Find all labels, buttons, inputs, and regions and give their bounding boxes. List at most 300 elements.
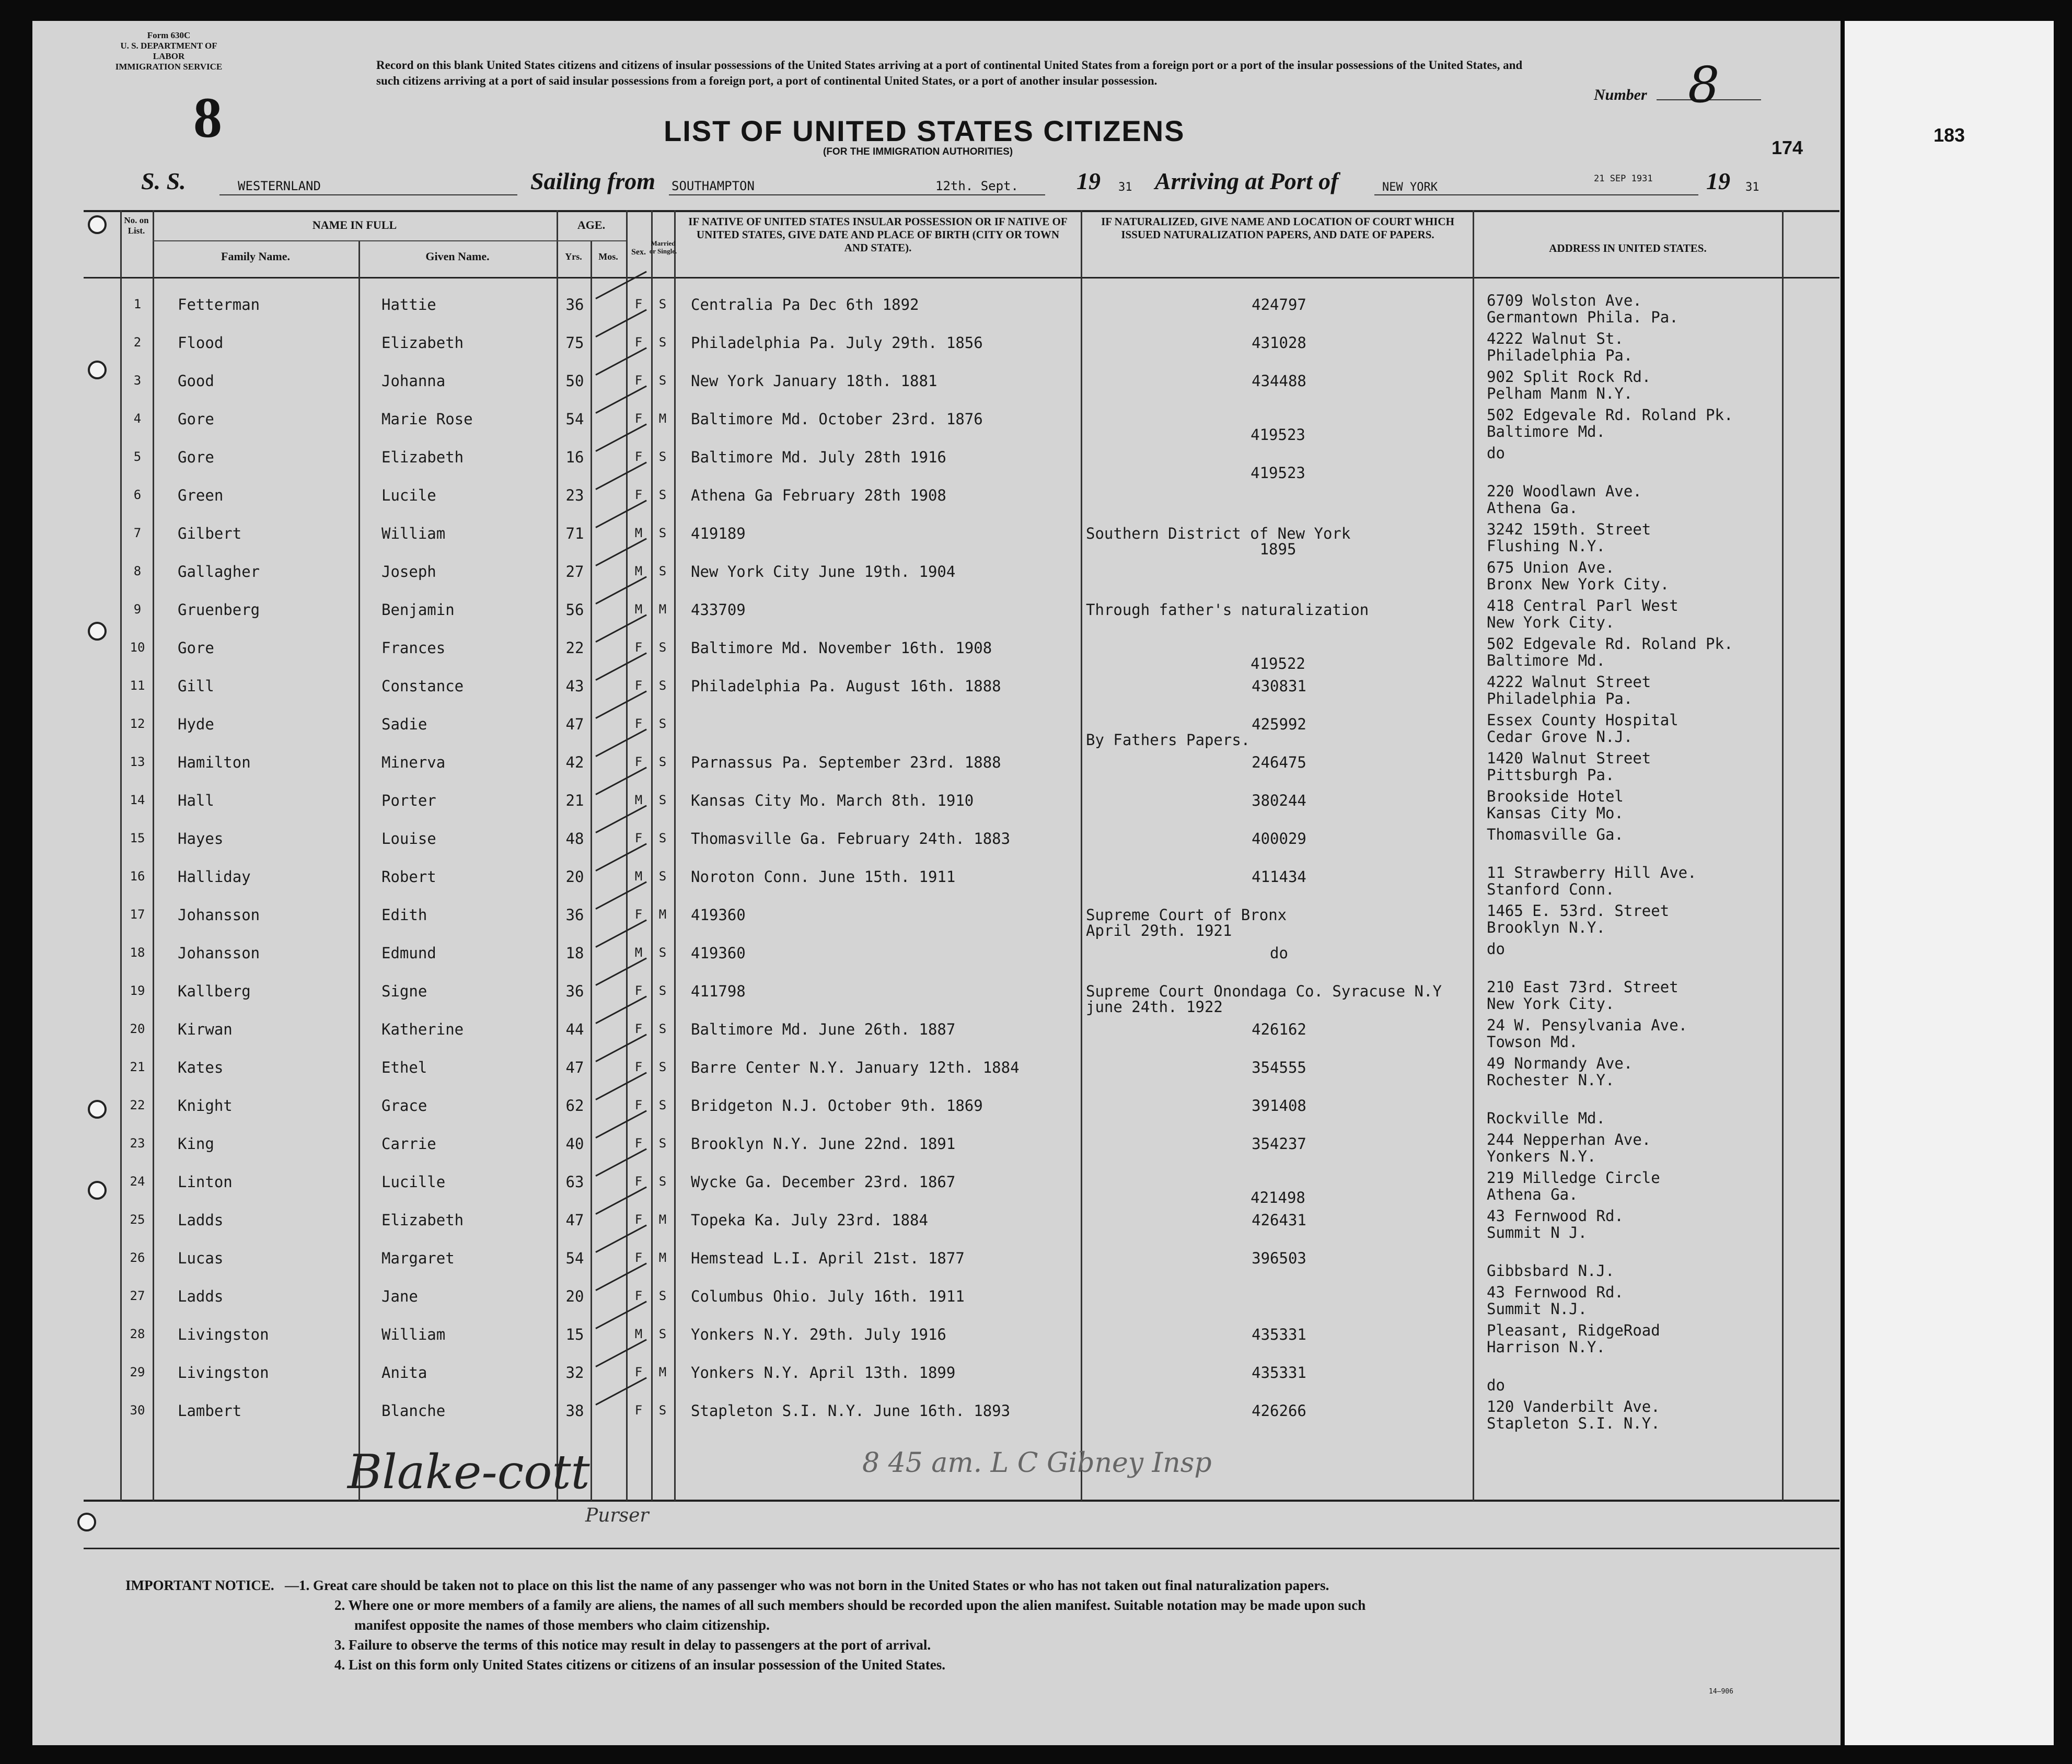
address-line-1: Pleasant, RidgeRoad [1487, 1321, 1660, 1339]
address-line-2: Baltimore Md. [1487, 652, 1605, 669]
age-years: 48 [565, 830, 584, 848]
naturalization-detail: 419523 [1251, 464, 1305, 482]
naturalization: 424797 [1252, 296, 1306, 314]
age-years: 38 [565, 1402, 584, 1420]
row-number: 27 [130, 1289, 145, 1303]
naturalization-detail: june 24th. 1922 [1086, 998, 1223, 1016]
binder-hole [77, 1513, 96, 1531]
family-name: Fetterman [178, 296, 260, 314]
naturalization: 431028 [1252, 334, 1306, 352]
age-years: 18 [565, 944, 584, 962]
row-number: 17 [130, 907, 145, 922]
binder-hole [88, 1100, 107, 1119]
address-line-1: 220 Woodlawn Ave. [1487, 482, 1642, 500]
given-name: Edith [381, 906, 427, 924]
given-name: Hattie [381, 296, 436, 314]
address-line-2: New York City. [1487, 613, 1615, 631]
row-number: 18 [130, 945, 145, 960]
marital-status: S [658, 335, 667, 350]
address-line-2: Kansas City Mo. [1487, 804, 1624, 822]
age-years: 47 [565, 1211, 584, 1229]
family-name: Livingston [178, 1326, 269, 1343]
birth-info: Stapleton S.I. N.Y. June 16th. 1893 [691, 1402, 1011, 1420]
naturalization: Supreme Court of Bronx [1086, 906, 1287, 924]
naturalization: 434488 [1252, 372, 1306, 390]
header-address: ADDRESS IN UNITED STATES. [1549, 242, 1707, 254]
given-name: Louise [381, 830, 436, 848]
row-number: 23 [130, 1136, 145, 1151]
year-prefix-2: 19 [1706, 168, 1730, 194]
sex: F [634, 488, 643, 502]
age-years: 20 [565, 868, 584, 886]
address-line-1: Essex County Hospital [1487, 711, 1679, 729]
address-line-1: 120 Vanderbilt Ave. [1487, 1398, 1660, 1415]
family-name: Hamilton [178, 753, 251, 771]
sex: F [634, 1365, 643, 1379]
given-name: Margaret [381, 1249, 455, 1267]
marital-status: S [658, 488, 667, 502]
marital-status: S [658, 1403, 667, 1418]
row-number: 16 [130, 869, 145, 884]
family-name: Gill [178, 677, 214, 695]
birth-info: Wycke Ga. December 23rd. 1867 [691, 1173, 956, 1191]
address-line-1: 49 Normandy Ave. [1487, 1054, 1633, 1072]
given-name: Robert [381, 868, 436, 886]
birth-info: 419360 [691, 944, 746, 962]
address-line-2: Philadelphia Pa. [1487, 346, 1633, 364]
naturalization: 396503 [1252, 1249, 1306, 1267]
row-number: 28 [130, 1327, 145, 1341]
inspector-note: 8 45 am. L C Gibney Insp [862, 1447, 1212, 1479]
col-divider-married [674, 210, 676, 1501]
age-years: 62 [565, 1097, 584, 1115]
birth-info: Yonkers N.Y. 29th. July 1916 [691, 1326, 946, 1343]
family-name: Good [178, 372, 214, 390]
address-line-1: 1420 Walnut Street [1487, 749, 1651, 767]
birth-info: Philadelphia Pa. July 29th. 1856 [691, 334, 983, 352]
family-name: King [178, 1135, 214, 1153]
address-line-1: 244 Nepperhan Ave. [1487, 1131, 1651, 1148]
col-divider-sex [651, 210, 653, 1501]
marital-status: S [658, 1136, 667, 1151]
age-years: 32 [565, 1364, 584, 1382]
sex: F [634, 678, 643, 693]
address-line-2: Flushing N.Y. [1487, 537, 1605, 555]
row-number: 25 [130, 1212, 145, 1227]
marital-status: M [658, 1365, 667, 1379]
birth-info: New York City June 19th. 1904 [691, 563, 956, 581]
row-number: 11 [130, 678, 145, 693]
naturalization-detail: April 29th. 1921 [1086, 922, 1232, 939]
family-name: Gruenberg [178, 601, 260, 619]
list-big-number: 8 [193, 86, 222, 149]
marital-status: S [658, 297, 667, 311]
given-name: Anita [381, 1364, 427, 1382]
age-years: 47 [565, 715, 584, 733]
row-number: 6 [133, 488, 142, 502]
row-number: 13 [130, 755, 145, 769]
notice-item-4: 4. List on this form only United States citizens or citizens of an insular possession of the United States. [334, 1657, 946, 1673]
naturalization: 426162 [1252, 1020, 1306, 1038]
address-line-1: 418 Central Parl West [1487, 597, 1679, 614]
sailing-date: 12th. Sept. [935, 179, 1018, 193]
address-line-2: Bronx New York City. [1487, 575, 1670, 593]
family-name: Kirwan [178, 1020, 233, 1038]
form-number: Form 630C [147, 30, 191, 40]
birth-info: Thomasville Ga. February 24th. 1883 [691, 830, 1011, 848]
naturalization-detail: By Fathers Papers. [1086, 731, 1251, 749]
header-bottom-border [84, 277, 1839, 278]
page-number-174: 174 [1772, 137, 1803, 158]
table-bottom-border [84, 1500, 1839, 1502]
naturalization: 354237 [1252, 1135, 1306, 1153]
row-number: 24 [130, 1174, 145, 1189]
age-years: 50 [565, 372, 584, 390]
age-years: 40 [565, 1135, 584, 1153]
name-header-split [153, 240, 557, 241]
birth-info: Parnassus Pa. September 23rd. 1888 [691, 753, 1001, 771]
row-number: 14 [130, 793, 145, 807]
family-name: Knight [178, 1097, 233, 1115]
given-name: Joseph [381, 563, 436, 581]
number-label: Number [1594, 86, 1647, 103]
address-line-2: Athena Ga. [1487, 1186, 1578, 1203]
given-name: Katherine [381, 1020, 464, 1038]
notice-item-2-cont: manifest opposite the names of those members who claim citizenship. [354, 1617, 770, 1633]
address-line-1: 43 Fernwood Rd. [1487, 1207, 1624, 1225]
address-line-2: Summit N J. [1487, 1224, 1588, 1241]
header-family-name: Family Name. [221, 250, 290, 263]
notice-item-2: 2. Where one or more members of a family are aliens, the names of all such members should be recorded upon the alien manifest. Suitable notation may be made upon such [334, 1597, 1366, 1613]
record-instruction: Record on this blank United States citizens and citizens of insular possessions of the United States arriving at a port of continental United States from a foreign port or a port of the insular possessions of the United States, and such citizens arriving at a port of said insular possessions from a foreign port, a port of continental United States, or a port of another insular possession. [376, 59, 1523, 87]
birth-info: Topeka Ka. July 23rd. 1884 [691, 1211, 928, 1229]
address-line-2: do [1487, 1376, 1505, 1394]
naturalization: Through father's naturalization [1086, 601, 1369, 619]
header-age: AGE. [577, 218, 606, 231]
given-name: Lucille [381, 1173, 446, 1191]
port-from: SOUTHAMPTON [672, 179, 755, 193]
family-name: Lucas [178, 1249, 224, 1267]
given-name: Porter [381, 792, 436, 809]
naturalization: 411434 [1252, 868, 1306, 886]
sex: F [634, 716, 643, 731]
address-line-2: Stanford Conn. [1487, 880, 1615, 898]
naturalization-detail: 419522 [1251, 655, 1305, 672]
address-line-1: 502 Edgevale Rd. Roland Pk. [1487, 406, 1733, 424]
family-name: Kates [178, 1059, 224, 1076]
marital-status: S [658, 373, 667, 388]
row-number: 10 [130, 640, 145, 655]
address-line-1: 219 Milledge Circle [1487, 1169, 1660, 1187]
age-years: 54 [565, 1249, 584, 1267]
address-line-1: 11 Strawberry Hill Ave. [1487, 864, 1697, 881]
naturalization: 435331 [1252, 1326, 1306, 1343]
binder-hole [88, 622, 107, 641]
birth-info: Baltimore Md. July 28th 1916 [691, 448, 946, 466]
marital-status: S [658, 640, 667, 655]
given-name: Johanna [381, 372, 446, 390]
age-years: 15 [565, 1326, 584, 1343]
birth-info: Bridgeton N.J. October 9th. 1869 [691, 1097, 983, 1115]
family-name: Johansson [178, 906, 260, 924]
naturalization: 430831 [1252, 677, 1306, 695]
address-line-1: 24 W. Pensylvania Ave. [1487, 1016, 1688, 1034]
marital-status: S [658, 793, 667, 807]
age-years: 71 [565, 525, 584, 542]
family-name: Johansson [178, 944, 260, 962]
purser-title: Purser [585, 1505, 649, 1526]
age-years: 36 [565, 982, 584, 1000]
arriving-label: Arriving at Port of [1155, 168, 1339, 194]
sex: M [634, 564, 643, 578]
given-name: Signe [381, 982, 427, 1000]
sex: F [634, 1136, 643, 1151]
birth-info: Yonkers N.Y. April 13th. 1899 [691, 1364, 956, 1382]
col-divider-birth [1081, 210, 1082, 1501]
sex: M [634, 945, 643, 960]
birth-info: 419360 [691, 906, 746, 924]
marital-status: S [658, 449, 667, 464]
naturalization: 435331 [1252, 1364, 1306, 1382]
port-to-underline [1374, 194, 1698, 195]
notice-item-1: —1. Great care should be taken not to place on this list the name of any passenger who was not born in the United States or who has not taken out final naturalization papers. [285, 1577, 1329, 1593]
address-line-1: 675 Union Ave. [1487, 559, 1615, 576]
naturalization: 391408 [1252, 1097, 1306, 1115]
birth-info: Baltimore Md. October 23rd. 1876 [691, 410, 983, 428]
sex: F [634, 1289, 643, 1303]
family-name: Linton [178, 1173, 233, 1191]
birth-info: Baltimore Md. November 16th. 1908 [691, 639, 992, 657]
row-number: 2 [133, 335, 142, 350]
page-subtitle: (FOR THE IMMIGRATION AUTHORITIES) [823, 146, 1013, 157]
row-number: 20 [130, 1022, 145, 1036]
marital-status: S [658, 831, 667, 845]
address-line-2: Towson Md. [1487, 1033, 1578, 1051]
family-name: Gilbert [178, 525, 242, 542]
header-name-in-full: NAME IN FULL [312, 218, 397, 231]
marital-status: S [658, 1060, 667, 1074]
birth-info: Brooklyn N.Y. June 22nd. 1891 [691, 1135, 956, 1153]
page-title: LIST OF UNITED STATES CITIZENS [664, 114, 1185, 147]
print-code: 14—906 [1709, 1688, 1733, 1696]
age-years: 16 [565, 448, 584, 466]
marital-status: S [658, 1022, 667, 1036]
birth-info: Baltimore Md. June 26th. 1887 [691, 1020, 956, 1038]
row-number: 19 [130, 983, 145, 998]
given-name: Lucile [381, 486, 436, 504]
row-number: 4 [133, 411, 142, 426]
marital-status: S [658, 716, 667, 731]
given-name: Blanche [381, 1402, 446, 1420]
row-number: 22 [130, 1098, 145, 1112]
marital-status: M [658, 1250, 667, 1265]
sex: F [634, 907, 643, 922]
sex: M [634, 602, 643, 617]
age-years: 44 [565, 1020, 584, 1038]
birth-info: Centralia Pa Dec 6th 1892 [691, 296, 919, 314]
row-number: 9 [133, 602, 142, 617]
birth-info: Noroton Conn. June 15th. 1911 [691, 868, 956, 886]
col-divider-naturalized [1473, 210, 1474, 1501]
address-line-2: Rockville Md. [1487, 1109, 1605, 1127]
address-line-1: 4222 Walnut Street [1487, 673, 1651, 691]
naturalization: 426431 [1252, 1211, 1306, 1229]
given-name: Elizabeth [381, 448, 464, 466]
signature-area-border [84, 1548, 1839, 1549]
family-name: Flood [178, 334, 224, 352]
given-name: Marie Rose [381, 410, 473, 428]
sex: F [634, 335, 643, 350]
age-years: 21 [565, 792, 584, 809]
age-header-split [557, 240, 626, 241]
given-name: Edmund [381, 944, 436, 962]
age-years: 36 [565, 296, 584, 314]
row-number: 8 [133, 564, 142, 578]
given-name: Elizabeth [381, 1211, 464, 1229]
given-name: Grace [381, 1097, 427, 1115]
marital-status: S [658, 1174, 667, 1189]
given-name: Carrie [381, 1135, 436, 1153]
naturalization: 246475 [1252, 753, 1306, 771]
binder-hole [88, 1181, 107, 1200]
form-id-block [114, 30, 224, 72]
col-divider-no [120, 210, 122, 1501]
address-line-2: Stapleton S.I. N.Y. [1487, 1414, 1660, 1432]
marital-status: S [658, 564, 667, 578]
given-name: Jane [381, 1287, 418, 1305]
age-years: 36 [565, 906, 584, 924]
row-number: 7 [133, 526, 142, 540]
header-given-name: Given Name. [425, 250, 490, 263]
sex: F [634, 1250, 643, 1265]
naturalization: 425992 [1252, 715, 1306, 733]
marital-status: S [658, 869, 667, 884]
address-line-2: Brooklyn N.Y. [1487, 919, 1605, 936]
sailing-from-label: Sailing from [530, 168, 656, 194]
marital-status: S [658, 678, 667, 693]
purser-signature: Blake-cott [348, 1445, 590, 1500]
family-name: Kallberg [178, 982, 251, 1000]
sex: M [634, 1327, 643, 1341]
sex: F [634, 755, 643, 769]
sex: M [634, 526, 643, 540]
sex: F [634, 640, 643, 655]
marital-status: S [658, 1289, 667, 1303]
family-name: Hyde [178, 715, 214, 733]
row-number: 5 [133, 449, 142, 464]
sex: F [634, 983, 643, 998]
header-no-on-list: No. on List. [124, 215, 149, 236]
address-line-2: Pelham Manm N.Y. [1487, 385, 1633, 402]
address-line-2: Pittsburgh Pa. [1487, 766, 1615, 784]
header-mos: Mos. [598, 251, 618, 262]
sex: F [634, 411, 643, 426]
address-line-1: 3242 159th. Street [1487, 520, 1651, 538]
address-line-2: Yonkers N.Y. [1487, 1147, 1596, 1165]
marital-status: M [658, 411, 667, 426]
address-line-1: 43 Fernwood Rd. [1487, 1283, 1624, 1301]
family-name: Lambert [178, 1402, 242, 1420]
family-name: Hall [178, 792, 214, 809]
birth-info: Philadelphia Pa. August 16th. 1888 [691, 677, 1001, 695]
adjacent-page-strip [1845, 21, 2054, 1745]
sex: M [634, 793, 643, 807]
table-top-border [84, 210, 1839, 212]
sailing-year: 31 [1118, 181, 1132, 194]
naturalization: 426266 [1252, 1402, 1306, 1420]
address-line-1: 502 Edgevale Rd. Roland Pk. [1487, 635, 1733, 653]
service-label: IMMIGRATION SERVICE [115, 62, 223, 72]
marital-status: M [658, 907, 667, 922]
ss-label: S. S. [141, 168, 186, 194]
marital-status: S [658, 945, 667, 960]
address-line-2: New York City. [1487, 995, 1615, 1013]
family-name: Hayes [178, 830, 224, 848]
sex: F [634, 1060, 643, 1074]
sex: F [634, 373, 643, 388]
row-number: 21 [130, 1060, 145, 1074]
given-name: Sadie [381, 715, 427, 733]
year-prefix: 19 [1076, 168, 1101, 194]
row-number: 29 [130, 1365, 145, 1379]
col-divider-family [153, 210, 154, 1501]
sex: F [634, 1212, 643, 1227]
address-line-1: do [1487, 444, 1505, 462]
marital-status: S [658, 1098, 667, 1112]
header-birth: IF NATIVE OF UNITED STATES INSULAR POSSESSION OR IF NATIVE OF UNITED STATES, GIVE DATE AND PLACE OF BIRTH (CITY OR TOWN AND STATE). [688, 215, 1068, 254]
binder-hole [88, 361, 107, 379]
family-name: Livingston [178, 1364, 269, 1382]
address-line-1: 902 Split Rock Rd. [1487, 368, 1651, 386]
port-to: NEW YORK [1382, 181, 1438, 194]
marital-status: S [658, 526, 667, 540]
header-yrs: Yrs. [565, 251, 582, 262]
birth-info: Hemstead L.I. April 21st. 1877 [691, 1249, 965, 1267]
arrival-date-stamp: 21 SEP 1931 [1594, 173, 1653, 184]
sex: F [634, 831, 643, 845]
ship-underline [219, 194, 517, 195]
naturalization-detail: 1895 [1259, 540, 1297, 558]
age-years: 75 [565, 334, 584, 352]
birth-info: 411798 [691, 982, 746, 1000]
port-from-underline [669, 194, 1045, 195]
page-number-183: 183 [1934, 124, 1965, 146]
family-name: Ladds [178, 1211, 224, 1229]
address-line-2: Philadelphia Pa. [1487, 690, 1633, 707]
age-years: 27 [565, 563, 584, 581]
col-divider-given [358, 241, 360, 1501]
arrival-year: 31 [1745, 181, 1760, 194]
birth-info: New York January 18th. 1881 [691, 372, 937, 390]
family-name: Gore [178, 410, 214, 428]
sex: F [634, 1174, 643, 1189]
address-line-1: 210 East 73rd. Street [1487, 978, 1679, 996]
given-name: Frances [381, 639, 446, 657]
age-years: 63 [565, 1173, 584, 1191]
given-name: Benjamin [381, 601, 455, 619]
family-name: Gallagher [178, 563, 260, 581]
naturalization: 354555 [1252, 1059, 1306, 1076]
family-name: Halliday [178, 868, 251, 886]
sex: F [634, 449, 643, 464]
age-years: 42 [565, 753, 584, 771]
family-name: Ladds [178, 1287, 224, 1305]
marital-status: S [658, 983, 667, 998]
address-line-1: Brookside Hotel [1487, 787, 1624, 805]
address-line-2: Cedar Grove N.J. [1487, 728, 1633, 746]
number-value: 8 [1688, 56, 1720, 114]
sex: F [634, 1022, 643, 1036]
